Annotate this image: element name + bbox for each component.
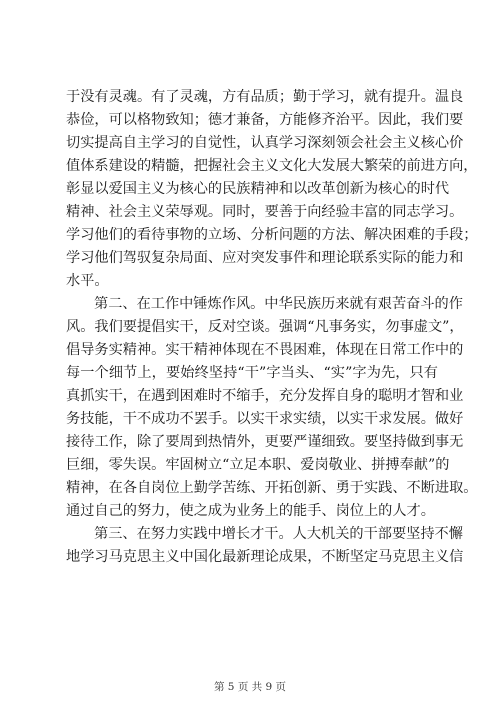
- text-line: 彰显以爱国主义为核心的民族精神和以改革创新为核心的时代: [66, 181, 450, 197]
- text-line: 于没有灵魂。有了灵魂，方有品质；勤于学习，就有提升。温良: [66, 89, 464, 105]
- page-number-footer: 第 5 页 共 9 页: [213, 681, 287, 693]
- text-line: 学习他们的看待事物的立场、分析问题的方法、解决困难的手段；: [66, 227, 478, 243]
- paragraph-study: [66, 86, 478, 293]
- text-line: 真抓实干，在遇到困难时不缩手，充分发挥自身的聪明才智和业: [66, 388, 464, 404]
- text-line: 第三、在努力实践中增长才干。人大机关的干部要坚持不懈: [94, 526, 463, 542]
- paragraph-practice: [66, 523, 464, 569]
- text-line: 精神、社会主义荣辱观。同时，要善于向经验丰富的同志学习。: [66, 204, 464, 220]
- text-line: 巨细，零失误。牢固树立“立足本职、爱岗敬业、拼搏奉献”的: [66, 457, 450, 473]
- paragraph-work-style: [66, 293, 478, 523]
- text-line: 精神，在各自岗位上勤学苦练、开拓创新、勇于实践、不断进取。: [66, 480, 478, 496]
- text-line: 第二、在工作中锤炼作风。中华民族历来就有艰苦奋斗的作: [94, 296, 463, 312]
- text-line: 学习他们驾驭复杂局面、应对突发事件和理论联系实际的能力和: [66, 250, 464, 266]
- text-line: 地学习马克思主义中国化最新理论成果，不断坚定马克思主义信: [66, 549, 464, 565]
- text-line: 恭俭，可以格物致知；德才兼备，方能修齐治平。因此，我们要: [66, 112, 464, 128]
- text-line: 接待工作，除了要周到热情外，更要严谨细致。要坚持做到事无: [66, 434, 464, 450]
- text-line: 每一个细节上，要始终坚持“干”字当头、“实”字为先，只有: [66, 365, 438, 381]
- text-line: 值体系建设的精髓，把握社会主义文化大发展大繁荣的前进方向，: [66, 158, 478, 174]
- body-text: [66, 86, 478, 569]
- text-line: 务技能，干不成功不罢手。以实干求实绩，以实干求发展。做好: [66, 411, 464, 427]
- text-line: 倡导务实精神。实干精神体现在不畏困难，体现在日常工作中的: [66, 342, 464, 358]
- text-line: 风。我们要提倡实干，反对空谈。强调“凡事务实，勿事虚文”，: [66, 319, 464, 335]
- text-line: 通过自己的努力，使之成为业务上的能手、岗位上的人才。: [66, 503, 435, 519]
- text-line: 切实提高自主学习的自觉性，认真学习深刻领会社会主义核心价: [66, 135, 464, 151]
- text-line: 水平。: [66, 273, 109, 289]
